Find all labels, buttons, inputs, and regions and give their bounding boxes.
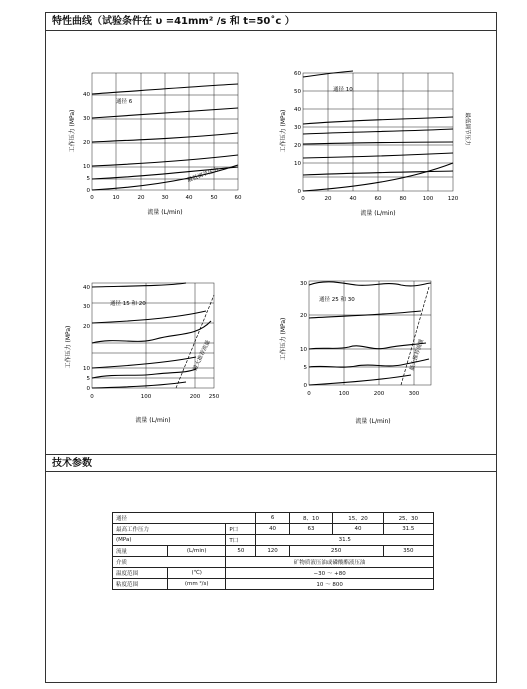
svg-text:100: 100 bbox=[140, 394, 152, 400]
chart-annotation: 最大推荐流量 bbox=[192, 339, 212, 372]
svg-text:60: 60 bbox=[294, 71, 301, 77]
table-row: 介质 矿物质液压油或磷酸酯液压油 bbox=[113, 557, 434, 568]
svg-text:0: 0 bbox=[307, 391, 311, 397]
svg-text:50: 50 bbox=[210, 195, 218, 201]
svg-text:80: 80 bbox=[399, 196, 407, 202]
svg-text:5: 5 bbox=[303, 365, 307, 371]
svg-text:30: 30 bbox=[161, 195, 169, 201]
chart-dn6 bbox=[46, 67, 256, 227]
x-axis-label: 流量 (L/min) bbox=[135, 417, 171, 424]
table-row: 粘度范围 (mm ²/s) 10 ～ 800 bbox=[113, 579, 434, 590]
svg-text:100: 100 bbox=[338, 391, 350, 397]
table-row: (MPa) T口 31.5 bbox=[113, 535, 434, 546]
x-axis-label: 流量 (L/min) bbox=[147, 209, 183, 216]
svg-text:10: 10 bbox=[83, 366, 90, 372]
svg-text:10: 10 bbox=[294, 161, 301, 167]
chart-annotation: 最低调节压力 bbox=[186, 166, 220, 184]
chart-label: 通径 25 和 30 bbox=[319, 297, 355, 303]
svg-text:30: 30 bbox=[294, 125, 301, 131]
table-row: 流量 (L/min) 50 120 250 350 bbox=[113, 546, 434, 557]
svg-text:40: 40 bbox=[83, 285, 90, 291]
svg-text:20: 20 bbox=[83, 140, 90, 146]
svg-text:40: 40 bbox=[294, 107, 301, 113]
svg-text:0: 0 bbox=[301, 196, 305, 202]
svg-text:30: 30 bbox=[300, 281, 307, 287]
svg-text:100: 100 bbox=[422, 196, 434, 202]
y-axis-label: 工作压力 (MPa) bbox=[69, 109, 76, 153]
svg-text:300: 300 bbox=[408, 391, 420, 397]
svg-text:10: 10 bbox=[112, 195, 120, 201]
svg-text:20: 20 bbox=[294, 143, 301, 149]
y-axis-label: 工作压力 (MPa) bbox=[280, 317, 287, 361]
svg-text:10: 10 bbox=[300, 347, 307, 353]
table-row: 温度范围 (℃) −30 ～ +80 bbox=[113, 568, 434, 579]
svg-text:0: 0 bbox=[86, 188, 90, 194]
svg-text:60: 60 bbox=[374, 196, 382, 202]
svg-text:200: 200 bbox=[189, 394, 201, 400]
table-row: 通径 6 8、10 15、20 25、30 bbox=[113, 513, 434, 524]
svg-text:0: 0 bbox=[303, 383, 307, 389]
svg-text:120: 120 bbox=[447, 196, 459, 202]
svg-text:20: 20 bbox=[324, 196, 332, 202]
svg-text:20: 20 bbox=[300, 313, 307, 319]
y-axis-label: 工作压力 (MPa) bbox=[65, 325, 72, 369]
svg-text:0: 0 bbox=[90, 394, 94, 400]
datasheet-frame bbox=[45, 12, 497, 683]
x-axis-label: 流量 (L/min) bbox=[355, 418, 391, 425]
x-axis-label: 流量 (L/min) bbox=[360, 210, 396, 217]
section-title-curves: 特性曲线（试验条件在 υ =41mm² /s 和 t=50˚c ） bbox=[46, 13, 496, 31]
tech-params-table bbox=[112, 512, 434, 590]
chart-dn15-20 bbox=[46, 277, 256, 437]
svg-text:0: 0 bbox=[86, 386, 90, 392]
svg-text:20: 20 bbox=[137, 195, 145, 201]
svg-text:20: 20 bbox=[83, 324, 90, 330]
chart-dn10 bbox=[271, 67, 486, 227]
svg-text:40: 40 bbox=[185, 195, 193, 201]
svg-text:50: 50 bbox=[294, 89, 301, 95]
chart-label: 通径 15 和 20 bbox=[110, 301, 146, 307]
chart-dn25-30 bbox=[271, 275, 486, 435]
chart-label: 通径 6 bbox=[116, 99, 133, 105]
section-title-tech: 技术参数 bbox=[46, 454, 496, 472]
y-axis-label: 工作压力 (MPa) bbox=[280, 109, 287, 153]
svg-text:5: 5 bbox=[86, 376, 90, 382]
chart-label: 通径 10 bbox=[333, 87, 353, 93]
svg-text:60: 60 bbox=[234, 195, 242, 201]
svg-text:5: 5 bbox=[86, 176, 90, 182]
svg-text:200: 200 bbox=[373, 391, 385, 397]
svg-text:40: 40 bbox=[349, 196, 357, 202]
chart-annotation: 最低调节压力 bbox=[464, 112, 470, 146]
svg-text:250: 250 bbox=[208, 394, 220, 400]
svg-text:40: 40 bbox=[83, 92, 90, 98]
table-row: 最高工作压力 P口 40 63 40 31.5 bbox=[113, 524, 434, 535]
svg-text:30: 30 bbox=[83, 304, 90, 310]
svg-text:0: 0 bbox=[90, 195, 94, 201]
svg-text:10: 10 bbox=[83, 164, 90, 170]
svg-text:0: 0 bbox=[297, 189, 301, 195]
chart-annotation: 最大推荐流量 bbox=[409, 338, 426, 372]
svg-text:30: 30 bbox=[83, 116, 90, 122]
